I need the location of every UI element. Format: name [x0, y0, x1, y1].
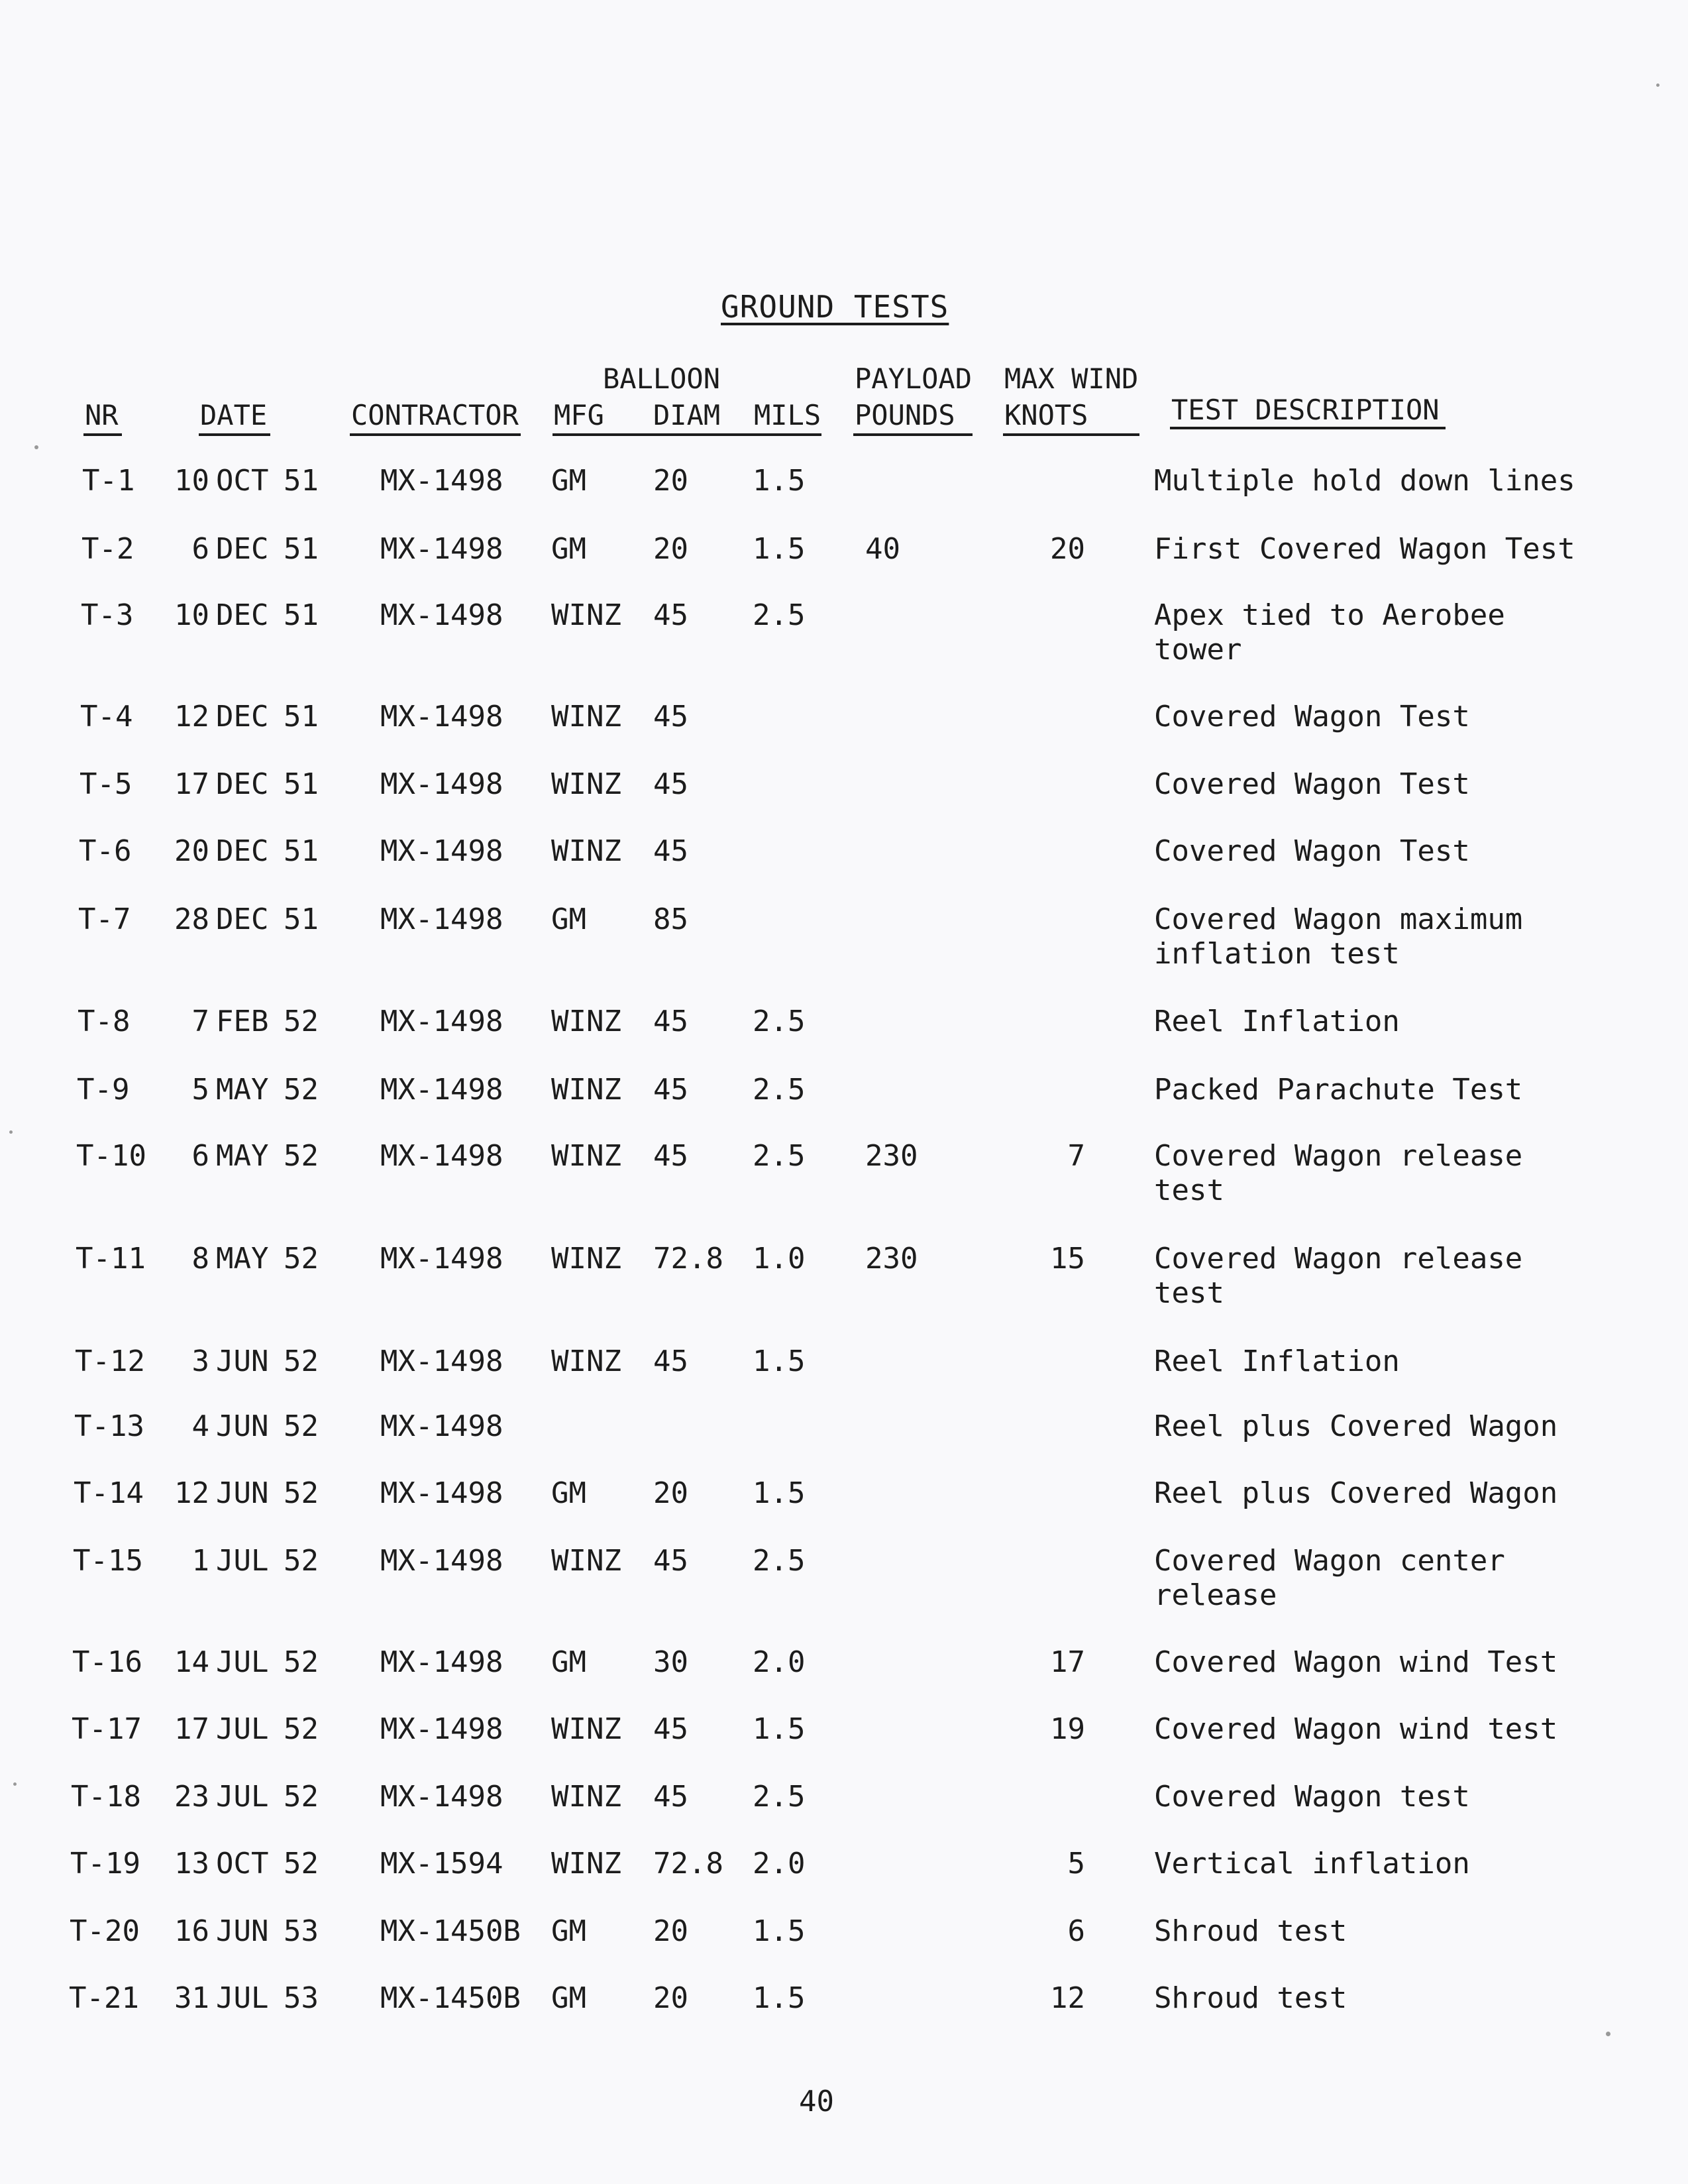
cell-mils: 1.5: [753, 1344, 806, 1378]
cell-month: JUL: [216, 1780, 269, 1814]
header-contractor-underline: [350, 433, 521, 436]
header-nr: NR: [85, 399, 119, 431]
cell-mfg: WINZ: [551, 699, 621, 734]
cell-description: Covered Wagon Test: [1154, 834, 1470, 868]
cell-contractor: MX-1498: [380, 1005, 503, 1039]
cell-wind: 12: [1050, 1981, 1085, 2015]
cell-month: DEC: [216, 902, 269, 936]
cell-wind: 17: [1050, 1645, 1085, 1679]
cell-diam: 45: [653, 834, 688, 868]
cell-nr: T-10: [76, 1139, 146, 1174]
cell-mfg: GM: [551, 902, 586, 936]
cell-month: OCT: [216, 1846, 269, 1881]
cell-day: 28: [174, 902, 209, 936]
cell-mfg: GM: [551, 1645, 586, 1679]
cell-year: 52: [284, 1846, 319, 1881]
cell-day: 13: [174, 1846, 209, 1881]
header-pounds: POUNDS: [855, 399, 955, 431]
cell-description: Covered Wagon release test: [1154, 1242, 1523, 1310]
cell-mils: 2.0: [753, 1846, 806, 1881]
cell-day: 23: [174, 1780, 209, 1814]
cell-mils: 2.5: [753, 1780, 806, 1814]
cell-diam: 45: [653, 699, 688, 734]
cell-mils: 1.5: [753, 531, 806, 566]
cell-day: 17: [174, 767, 209, 802]
cell-mils: 1.5: [753, 464, 806, 498]
cell-diam: 45: [653, 767, 688, 802]
cell-payload: 230: [865, 1139, 918, 1174]
cell-mfg: WINZ: [551, 1344, 621, 1378]
cell-diam: 85: [653, 902, 688, 936]
cell-nr: T-11: [76, 1242, 146, 1276]
cell-description: Reel plus Covered Wagon: [1154, 1476, 1558, 1510]
cell-year: 52: [284, 1072, 319, 1107]
cell-diam: 45: [653, 1139, 688, 1174]
cell-description: Packed Parachute Test: [1154, 1072, 1523, 1107]
header-description-underline: [1170, 427, 1446, 429]
header-diam: DIAM: [653, 399, 721, 431]
cell-nr: T-17: [72, 1712, 142, 1746]
cell-diam: 45: [653, 1344, 688, 1378]
header-balloon: BALLOON: [603, 362, 721, 395]
cell-diam: 72.8: [653, 1846, 723, 1881]
page-title: GROUND TESTS: [721, 289, 949, 325]
header-mils: MILS: [754, 399, 821, 431]
cell-diam: 45: [653, 1005, 688, 1039]
cell-diam: 45: [653, 598, 688, 633]
cell-month: DEC: [216, 834, 269, 868]
cell-mfg: WINZ: [551, 1846, 621, 1881]
cell-diam: 72.8: [653, 1242, 723, 1276]
cell-month: DEC: [216, 699, 269, 734]
cell-nr: T-18: [71, 1780, 141, 1814]
cell-contractor: MX-1498: [380, 1476, 503, 1510]
cell-year: 51: [284, 767, 319, 802]
cell-wind: 6: [1067, 1914, 1085, 1949]
cell-wind: 20: [1050, 531, 1085, 566]
cell-mils: 1.5: [753, 1476, 806, 1510]
cell-day: 12: [174, 1476, 209, 1510]
cell-mfg: GM: [551, 531, 586, 566]
cell-description: Reel Inflation: [1154, 1005, 1400, 1039]
cell-day: 20: [174, 834, 209, 868]
cell-diam: 45: [653, 1780, 688, 1814]
cell-year: 52: [284, 1476, 319, 1510]
cell-contractor: MX-1594: [380, 1846, 503, 1881]
cell-mils: 1.0: [753, 1242, 806, 1276]
cell-mfg: WINZ: [551, 1544, 621, 1578]
cell-mfg: GM: [551, 464, 586, 498]
cell-mfg: WINZ: [551, 1712, 621, 1746]
cell-nr: T-14: [74, 1476, 144, 1510]
cell-day: 8: [191, 1242, 209, 1276]
cell-day: 6: [191, 1139, 209, 1174]
cell-contractor: MX-1498: [380, 1544, 503, 1578]
cell-mfg: GM: [551, 1476, 586, 1510]
cell-year: 52: [284, 1780, 319, 1814]
cell-wind: 7: [1067, 1139, 1085, 1174]
header-knots: KNOTS: [1004, 399, 1088, 431]
cell-day: 10: [174, 598, 209, 633]
cell-year: 52: [284, 1544, 319, 1578]
cell-month: DEC: [216, 767, 269, 802]
cell-diam: 20: [653, 1914, 688, 1949]
cell-description: Covered Wagon wind test: [1154, 1712, 1558, 1746]
cell-payload: 40: [865, 531, 900, 566]
cell-contractor: MX-1498: [380, 1780, 503, 1814]
cell-nr: T-4: [80, 699, 133, 734]
scan-speck: [1656, 83, 1660, 87]
cell-contractor: MX-1498: [380, 598, 503, 633]
cell-contractor: MX-1498: [380, 531, 503, 566]
cell-month: DEC: [216, 531, 269, 566]
scan-speck: [1606, 2032, 1610, 2036]
cell-day: 6: [191, 531, 209, 566]
cell-wind: 19: [1050, 1712, 1085, 1746]
cell-month: JUN: [216, 1344, 269, 1378]
cell-mils: 2.5: [753, 1139, 806, 1174]
header-contractor: CONTRACTOR: [351, 399, 519, 431]
cell-description: First Covered Wagon Test: [1154, 531, 1575, 566]
cell-nr: T-5: [79, 767, 132, 802]
cell-month: JUL: [216, 1981, 269, 2015]
cell-month: MAY: [216, 1242, 269, 1276]
cell-month: JUL: [216, 1645, 269, 1679]
cell-description: Covered Wagon Test: [1154, 699, 1470, 734]
cell-diam: 20: [653, 531, 688, 566]
cell-nr: T-6: [79, 834, 132, 868]
cell-nr: T-20: [70, 1914, 140, 1949]
scan-speck: [13, 1782, 17, 1786]
cell-year: 51: [284, 699, 319, 734]
header-maxwind-underline: [1003, 433, 1139, 436]
cell-year: 52: [284, 1242, 319, 1276]
cell-diam: 45: [653, 1544, 688, 1578]
cell-mils: 1.5: [753, 1914, 806, 1949]
header-date: DATE: [200, 399, 268, 431]
cell-day: 4: [191, 1409, 209, 1444]
cell-day: 3: [191, 1344, 209, 1378]
cell-mfg: WINZ: [551, 598, 621, 633]
cell-year: 51: [284, 464, 319, 498]
header-description: TEST DESCRIPTION: [1171, 394, 1440, 426]
cell-contractor: MX-1498: [380, 1139, 503, 1174]
cell-contractor: MX-1498: [380, 1409, 503, 1444]
cell-mfg: WINZ: [551, 767, 621, 802]
cell-description: Covered Wagon maximum inflation test: [1154, 902, 1523, 971]
cell-mfg: WINZ: [551, 1242, 621, 1276]
cell-diam: 30: [653, 1645, 688, 1679]
cell-contractor: MX-1498: [380, 1712, 503, 1746]
header-mfg: MFG: [554, 399, 604, 431]
cell-nr: T-15: [73, 1544, 143, 1578]
cell-month: JUN: [216, 1476, 269, 1510]
cell-description: Covered Wagon release test: [1154, 1139, 1523, 1208]
cell-year: 52: [284, 1712, 319, 1746]
cell-description: Covered Wagon center release: [1154, 1544, 1505, 1613]
cell-description: Reel Inflation: [1154, 1344, 1400, 1378]
cell-day: 14: [174, 1645, 209, 1679]
cell-nr: T-19: [70, 1846, 140, 1881]
cell-day: 17: [174, 1712, 209, 1746]
cell-description: Shroud test: [1154, 1981, 1347, 2015]
page-number: 40: [799, 2085, 834, 2118]
cell-year: 51: [284, 902, 319, 936]
cell-mils: 2.5: [753, 598, 806, 633]
cell-diam: 20: [653, 1476, 688, 1510]
cell-month: MAY: [216, 1139, 269, 1174]
cell-year: 52: [284, 1005, 319, 1039]
cell-year: 52: [284, 1645, 319, 1679]
cell-diam: 45: [653, 1712, 688, 1746]
cell-mils: 2.5: [753, 1005, 806, 1039]
cell-year: 52: [284, 1344, 319, 1378]
cell-month: JUL: [216, 1712, 269, 1746]
cell-contractor: MX-1498: [380, 834, 503, 868]
cell-mfg: GM: [551, 1981, 586, 2015]
header-maxwind: MAX WIND: [1004, 362, 1139, 395]
cell-wind: 5: [1067, 1846, 1085, 1881]
header-nr-underline: [83, 433, 122, 436]
header-date-underline: [199, 433, 270, 436]
cell-day: 31: [174, 1981, 209, 2015]
cell-description: Multiple hold down lines: [1154, 464, 1575, 498]
cell-nr: T-7: [78, 902, 131, 936]
cell-month: OCT: [216, 464, 269, 498]
cell-year: 51: [284, 531, 319, 566]
cell-month: MAY: [216, 1072, 269, 1107]
cell-mils: 2.0: [753, 1645, 806, 1679]
cell-diam: 20: [653, 1981, 688, 2015]
cell-description: Covered Wagon test: [1154, 1780, 1470, 1814]
cell-nr: T-2: [81, 531, 134, 566]
cell-description: Covered Wagon Test: [1154, 767, 1470, 802]
cell-month: DEC: [216, 598, 269, 633]
cell-year: 51: [284, 834, 319, 868]
cell-nr: T-16: [72, 1645, 142, 1679]
cell-month: JUN: [216, 1914, 269, 1949]
header-payload: PAYLOAD: [855, 362, 973, 395]
cell-mils: 1.5: [753, 1712, 806, 1746]
cell-description: Covered Wagon wind Test: [1154, 1645, 1558, 1679]
cell-mfg: WINZ: [551, 1139, 621, 1174]
cell-day: 1: [191, 1544, 209, 1578]
cell-year: 52: [284, 1139, 319, 1174]
cell-description: Apex tied to Aerobee tower: [1154, 598, 1505, 667]
cell-nr: T-13: [74, 1409, 144, 1444]
cell-nr: T-12: [75, 1344, 145, 1378]
cell-month: JUL: [216, 1544, 269, 1578]
cell-wind: 15: [1050, 1242, 1085, 1276]
cell-month: FEB: [216, 1005, 269, 1039]
cell-contractor: MX-1498: [380, 902, 503, 936]
cell-nr: T-3: [81, 598, 134, 633]
cell-day: 7: [191, 1005, 209, 1039]
cell-day: 10: [174, 464, 209, 498]
cell-contractor: MX-1498: [380, 464, 503, 498]
cell-contractor: MX-1450B: [380, 1981, 521, 2015]
cell-description: Shroud test: [1154, 1914, 1347, 1949]
cell-year: 52: [284, 1409, 319, 1444]
cell-payload: 230: [865, 1242, 918, 1276]
cell-nr: T-9: [77, 1072, 130, 1107]
cell-contractor: MX-1498: [380, 1072, 503, 1107]
cell-contractor: MX-1498: [380, 767, 503, 802]
cell-description: Reel plus Covered Wagon: [1154, 1409, 1558, 1444]
cell-day: 16: [174, 1914, 209, 1949]
cell-mfg: WINZ: [551, 834, 621, 868]
scan-speck: [9, 1130, 13, 1134]
cell-diam: 45: [653, 1072, 688, 1107]
cell-mils: 1.5: [753, 1981, 806, 2015]
cell-mils: 2.5: [753, 1072, 806, 1107]
cell-diam: 20: [653, 464, 688, 498]
header-balloon-underline: [553, 433, 821, 436]
cell-mils: 2.5: [753, 1544, 806, 1578]
cell-contractor: MX-1450B: [380, 1914, 521, 1949]
cell-mfg: WINZ: [551, 1072, 621, 1107]
cell-contractor: MX-1498: [380, 699, 503, 734]
cell-mfg: WINZ: [551, 1005, 621, 1039]
header-payload-underline: [853, 433, 973, 436]
cell-nr: T-21: [69, 1981, 139, 2015]
cell-day: 12: [174, 699, 209, 734]
cell-nr: T-8: [78, 1005, 131, 1039]
scan-speck: [34, 445, 38, 449]
cell-contractor: MX-1498: [380, 1242, 503, 1276]
cell-month: JUN: [216, 1409, 269, 1444]
cell-year: 53: [284, 1914, 319, 1949]
cell-contractor: MX-1498: [380, 1344, 503, 1378]
cell-day: 5: [191, 1072, 209, 1107]
cell-year: 51: [284, 598, 319, 633]
cell-description: Vertical inflation: [1154, 1846, 1470, 1881]
cell-contractor: MX-1498: [380, 1645, 503, 1679]
cell-mfg: WINZ: [551, 1780, 621, 1814]
cell-nr: T-1: [82, 464, 135, 498]
cell-mfg: GM: [551, 1914, 586, 1949]
cell-year: 53: [284, 1981, 319, 2015]
